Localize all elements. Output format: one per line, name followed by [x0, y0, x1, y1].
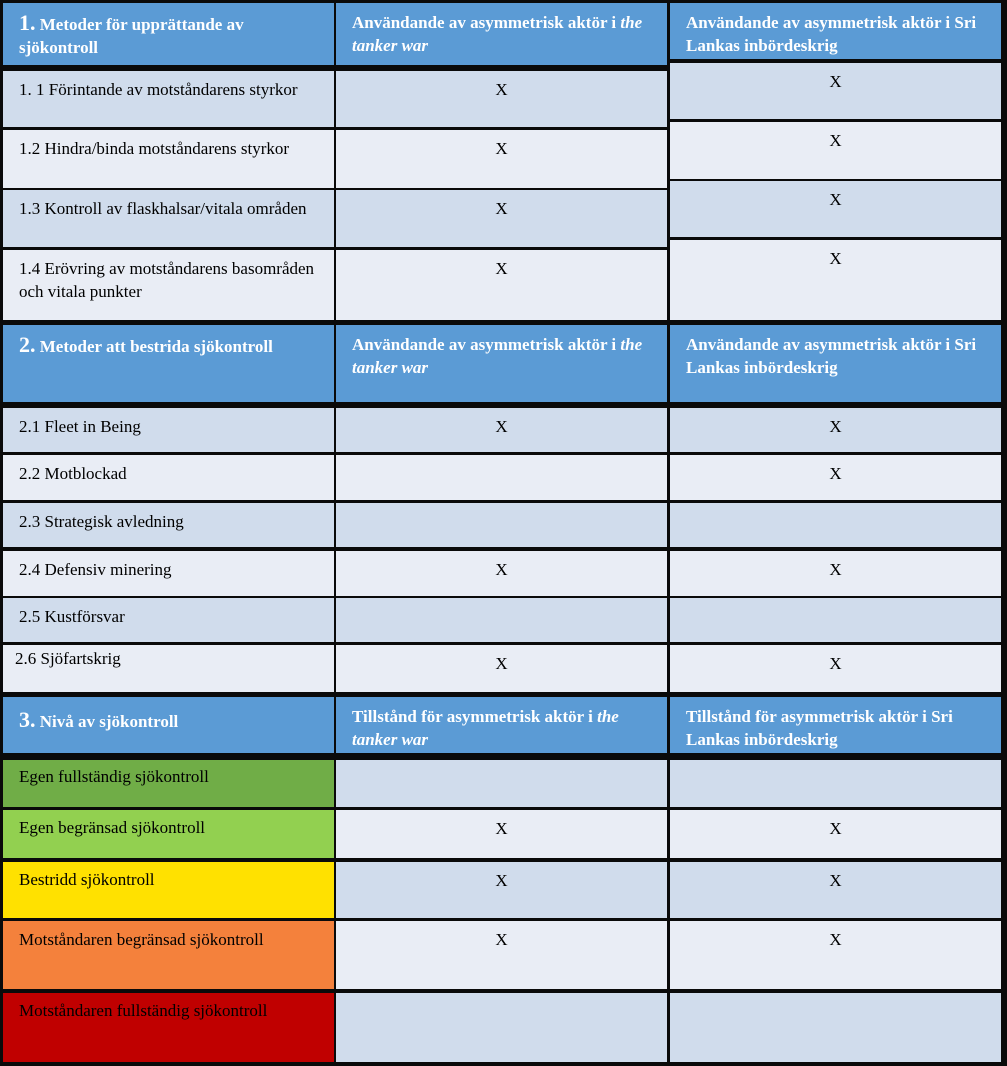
section3-row-2-label: Egen begränsad sjökontroll [3, 810, 334, 858]
section1-row-2-col3: X [670, 122, 1001, 179]
section2-col2-header-text: Användande av asymmetrisk aktör i [352, 335, 621, 354]
section1-row-1-col3: X [670, 63, 1001, 119]
section3-row-1-label: Egen fullständig sjökontroll [3, 760, 334, 807]
section2-row-1-label: 2.1 Fleet in Being [3, 408, 334, 452]
section2-row-5-col3 [670, 598, 1001, 642]
section3-col2-header [336, 697, 667, 753]
section3-title [3, 697, 334, 753]
section1-col3-header-text: Användande av asymmetrisk aktör i Sri Lankas inbördeskrig [686, 13, 977, 55]
section2-row-5-label: 2.5 Kustförsvar [3, 598, 334, 642]
section1-col2-header-text: Användande av asymmetrisk aktör i [352, 13, 621, 32]
section2-col3-header [670, 325, 1001, 402]
section2-title-text: Metoder att bestrida sjökontroll [39, 337, 273, 356]
section1-row-1-col2: X [336, 71, 667, 127]
section1-col2-header [336, 3, 667, 65]
section2-row-3-col3 [670, 503, 1001, 547]
section3-title-text: Nivå av sjökontroll [39, 712, 179, 731]
section1-number: 1. [19, 10, 36, 35]
section2-row-3-col2 [336, 503, 667, 547]
section1-row-2-col2: X [336, 130, 667, 188]
section3-row-2-col3: X [670, 810, 1001, 858]
section2-title [3, 325, 334, 402]
section2-row-1-col2: X [336, 408, 667, 452]
section2-row-4-col3: X [670, 551, 1001, 596]
section1-row-1-label: 1. 1 Förintande av motståndarens styrkor [3, 71, 334, 127]
section2-row-6-col2: X [336, 645, 667, 692]
section1-row-3-label: 1.3 Kontroll av flaskhalsar/vitala områden [3, 190, 334, 247]
section1-row-4-label: 1.4 Erövring av motståndarens basområden och vitala punkter [3, 250, 334, 320]
section1-col3-header [670, 3, 1001, 59]
section1-col2-header-italic: the tanker war [352, 13, 643, 55]
section2-row-5-col2 [336, 598, 667, 642]
section2-col3-header-text: Användande av asymmetrisk aktör i Sri Lankas inbördeskrig [686, 335, 977, 377]
section2-col2-header [336, 325, 667, 402]
section3-row-5-label: Motståndaren fullständig sjökontroll [3, 993, 334, 1062]
section3-number: 3. [19, 707, 36, 732]
section1-row-3-col3: X [670, 181, 1001, 237]
section2-col2-header-italic: the tanker war [352, 335, 643, 377]
section2-row-6-col3: X [670, 645, 1001, 692]
section2-row-3-label: 2.3 Strategisk avledning [3, 503, 334, 547]
section1-row-2-label: 1.2 Hindra/binda motståndarens styrkor [3, 130, 334, 188]
section1-row-4-col2: X [336, 250, 667, 320]
section3-col2-header-italic: the tanker war [352, 707, 619, 749]
section3-row-5-col2 [336, 993, 667, 1062]
section2-row-2-col2 [336, 455, 667, 500]
section2-row-2-col3: X [670, 455, 1001, 500]
section2-row-6-label: 2.6 Sjöfartskrig [3, 645, 334, 692]
section3-row-1-col3 [670, 760, 1001, 807]
section2-number: 2. [19, 332, 36, 357]
section3-row-4-col3: X [670, 921, 1001, 989]
section3-row-3-col3: X [670, 862, 1001, 918]
section2-row-4-label: 2.4 Defensiv minering [3, 551, 334, 596]
section3-col3-header [670, 697, 1001, 753]
section1-row-4-col3: X [670, 240, 1001, 320]
section3-col2-header-text: Tillstånd för asymmetrisk aktör i [352, 707, 598, 726]
section3-col3-header-text: Tillstånd för asymmetrisk aktör i Sri Lankas inbördeskrig [686, 707, 953, 749]
section3-row-1-col2 [336, 760, 667, 807]
section1-title-text: Metoder för upprättande av sjökontroll [19, 15, 244, 57]
section2-row-4-col2: X [336, 551, 667, 596]
section1-title [3, 3, 334, 65]
section3-row-3-col2: X [336, 862, 667, 918]
section3-row-2-col2: X [336, 810, 667, 858]
section1-row-3-col2: X [336, 190, 667, 247]
section3-row-4-col2: X [336, 921, 667, 989]
section3-row-5-col3 [670, 993, 1001, 1062]
section2-row-1-col3: X [670, 408, 1001, 452]
section3-row-4-label: Motståndaren begränsad sjökontroll [3, 921, 334, 989]
section2-row-2-label: 2.2 Motblockad [3, 455, 334, 500]
section3-row-3-label: Bestridd sjökontroll [3, 862, 334, 918]
